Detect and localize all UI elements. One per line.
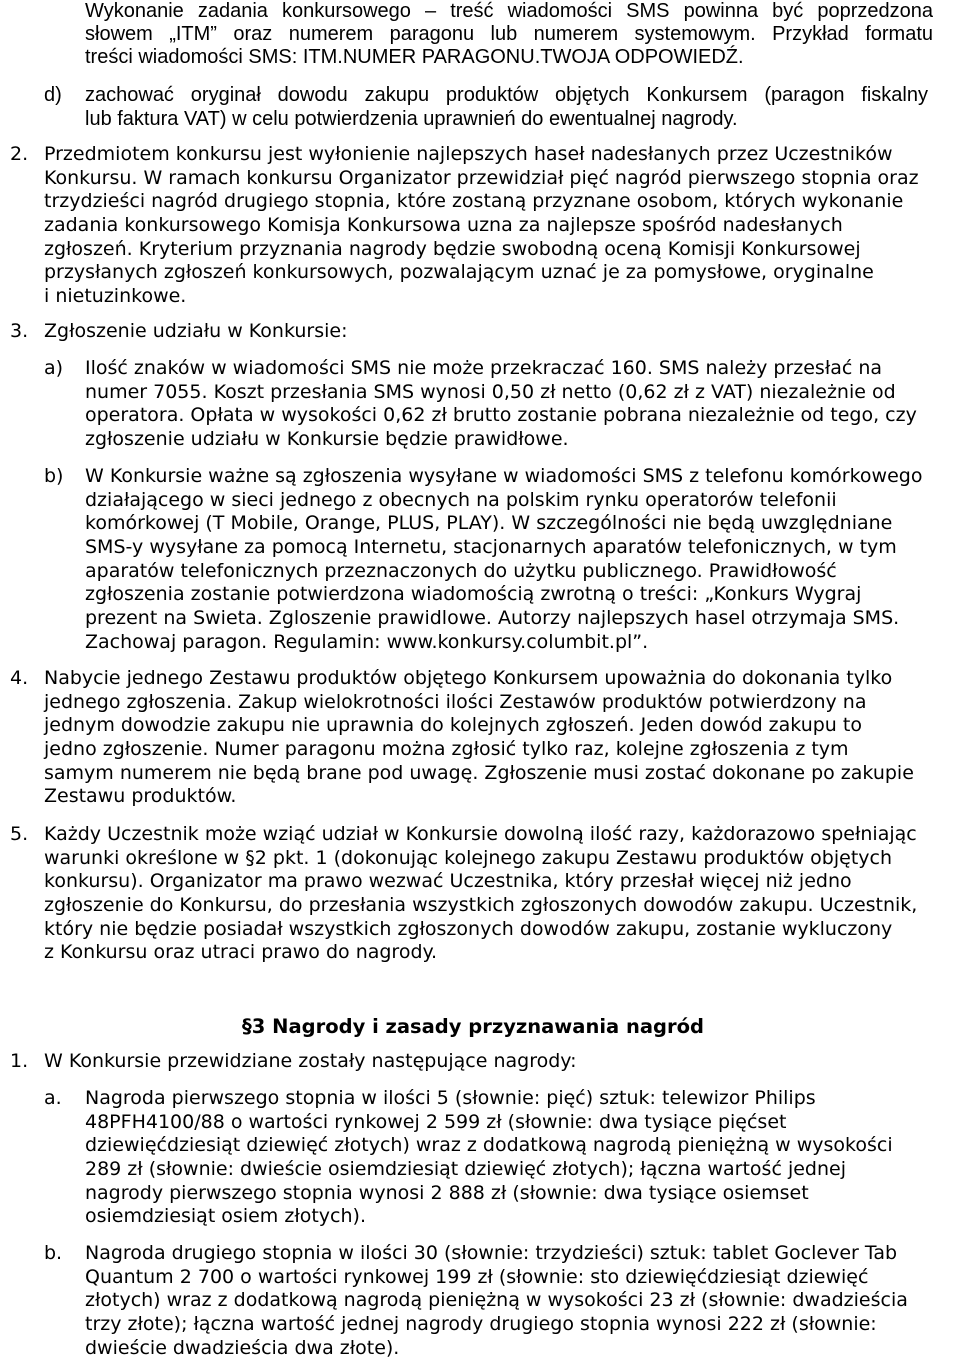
- paragraph-line: Konkursu. W ramach konkursu Organizator przewidział pięć nagród pierwszego stopnia oraz: [44, 166, 919, 189]
- paragraph: [44, 143, 919, 309]
- paragraph-line: jednym dowodzie zakupu nie uprawnia do kolejnych zgłoszeń. Jeden dowód zakupu to: [44, 714, 862, 737]
- paragraph-line: komórkowej (T Mobile, Orange, PLUS, PLAY). W szczególności nie będą uwzględniane: [85, 512, 893, 535]
- paragraph-line: jedno zgłoszenie. Numer paragonu można zgłosić tylko raz, kolejne zgłoszenia z tym: [44, 738, 849, 761]
- paragraph-line: i nietuzinkowe.: [44, 285, 187, 308]
- list-marker: 1.: [10, 1050, 29, 1072]
- list-marker: b.: [44, 1242, 63, 1264]
- list-marker: 2.: [10, 143, 29, 165]
- paragraph-line: trzydzieści nagród drugiego stopnia, które zostaną przyznane osobom, których wykonanie: [44, 190, 904, 213]
- paragraph: [44, 1050, 577, 1074]
- paragraph-line: osiemdziesiąt osiem złotych).: [85, 1205, 366, 1228]
- paragraph-line: dwieście dwadzieścia dwa złote).: [85, 1336, 400, 1359]
- paragraph-line: aparatów telefonicznych przeznaczonych do użytku publicznego. Prawidłowość: [85, 559, 837, 582]
- paragraph-line: przysłanych zgłoszeń konkursowych, pozwalającym uznać je za pomysłowe, oryginalne: [44, 261, 874, 284]
- list-marker: 5.: [10, 823, 29, 845]
- paragraph-line: 48PFH4100/88 o wartości rynkowej 2 599 zł (słownie: dwa tysiące pięćset: [85, 1110, 787, 1133]
- paragraph-line: trzy złote); łączna wartość jednej nagrody drugiego stopnia wynosi 222 zł (słownie:: [85, 1313, 877, 1336]
- paragraph: [85, 357, 917, 452]
- paragraph-line: treści wiadomości SMS: ITM.NUMER PARAGONU.TWOJA ODPOWIEDŹ.: [85, 46, 744, 68]
- paragraph-line: W Konkursie przewidziane zostały następujące nagrody:: [44, 1050, 577, 1072]
- paragraph: [85, 0, 933, 69]
- paragraph-line: zachować oryginał dowodu zakupu produktów objętych Konkursem (paragon fiskalny: [85, 84, 928, 106]
- paragraph: [44, 823, 917, 965]
- paragraph-line: dziewięćdziesiąt dziewięć złotych) wraz z dodatkową nagrodą pieniężną w wysokości: [85, 1134, 893, 1157]
- paragraph-line: warunki określone w §2 pkt. 1 (dokonując kolejnego zakupu Zestawu produktów objętych: [44, 846, 893, 869]
- item-title-text: Zgłoszenie udziału w Konkursie:: [44, 320, 348, 342]
- paragraph-line: Ilość znaków w wiadomości SMS nie może przekraczać 160. SMS należy przesłać na: [85, 357, 883, 379]
- paragraph-line: z Konkursu oraz utraci prawo do nagrody.: [44, 941, 438, 964]
- paragraph-line: Wykonanie zadania konkursowego – treść wiadomości SMS powinna być poprzedzona: [85, 0, 933, 22]
- list-marker: 4.: [10, 667, 29, 689]
- paragraph-line: Zachowaj paragon. Regulamin: www.konkursy.columbit.pl”.: [85, 630, 649, 653]
- paragraph: [85, 465, 922, 655]
- paragraph-line: Nagroda drugiego stopnia w ilości 30 (słownie: trzydzieści) sztuk: tablet Goclever Tab: [85, 1242, 898, 1264]
- paragraph-line: prezent na Swieta. Zgloszenie prawidlowe. Autorzy najlepszych hasel otrzymaja SMS.: [85, 607, 900, 630]
- paragraph-line: Przedmiotem konkursu jest wyłonienie najlepszych haseł nadesłanych przez Uczestników: [44, 143, 893, 165]
- paragraph-line: jednego zgłoszenia. Zakup wielokrotności ilości Zestawów produktów potwierdzony na: [44, 690, 867, 713]
- paragraph-line: zgłoszeń. Kryterium przyznania nagrody będzie swobodną oceną Komisji Konkursowej: [44, 237, 861, 260]
- paragraph-line: zgłoszenie udziału w Konkursie będzie prawidłowe.: [85, 428, 569, 451]
- paragraph-line: zgłoszenie do Konkursu, do przesłania wszystkich zgłoszonych dowodów zakupu. Uczestnik,: [44, 894, 918, 917]
- paragraph: [85, 1242, 908, 1360]
- paragraph-line: złotych) wraz z dodatkową nagrodą pieniężną w wysokości 23 zł (słownie: dwadzieścia: [85, 1289, 908, 1312]
- paragraph-line: Nagroda pierwszego stopnia w ilości 5 (słownie: pięć) sztuk: telewizor Philips: [85, 1087, 816, 1109]
- paragraph-line: działającego w sieci jednego z obecnych na polskim rynku operatorów telefonii: [85, 488, 837, 511]
- paragraph-line: lub faktura VAT) w celu potwierdzenia uprawnień do ewentualnej nagrody.: [85, 107, 738, 130]
- paragraph-line: Zestawu produktów.: [44, 785, 237, 808]
- list-marker: a): [44, 357, 64, 379]
- list-marker: d): [44, 84, 62, 106]
- paragraph-line: Każdy Uczestnik może wziąć udział w Konkursie dowolną ilość razy, każdorazowo spełniając: [44, 823, 917, 845]
- section-heading: §3 Nagrody i zasady przyznawania nagród: [242, 1015, 704, 1038]
- paragraph-line: nagrody pierwszego stopnia wynosi 2 888 zł (słownie: dwa tysiące osiemset: [85, 1181, 809, 1204]
- paragraph-line: słowem „ITM” oraz numerem paragonu lub numerem systemowym. Przykład formatu: [85, 23, 933, 45]
- paragraph-line: konkursu). Organizator ma prawo wezwać Uczestnika, który przesłał więcej niż jedno: [44, 870, 852, 893]
- paragraph-line: operatora. Opłata w wysokości 0,62 zł brutto zostanie pobrana niezależnie od tego, czy: [85, 404, 917, 427]
- paragraph-line: numer 7055. Koszt przesłania SMS wynosi 0,50 zł netto (0,62 zł z VAT) niezależnie od: [85, 380, 896, 403]
- paragraph: [85, 84, 928, 131]
- paragraph: [85, 1087, 893, 1229]
- list-marker: a.: [44, 1087, 62, 1109]
- paragraph-line: 289 zł (słownie: dwieście osiemdziesiąt dziewięć złotych); łączna wartość jednej: [85, 1158, 846, 1181]
- paragraph-line: samym numerem nie będą brane pod uwagę. Zgłoszenie musi zostać dokonane po zakupie: [44, 761, 914, 784]
- list-marker: b): [44, 465, 64, 487]
- paragraph-line: Quantum 2 700 o wartości rynkowej 199 zł (słownie: sto dziewięćdziesiąt dziewięć: [85, 1265, 869, 1288]
- list-marker: 3.: [10, 320, 29, 342]
- paragraph-line: Nabycie jednego Zestawu produktów objętego Konkursem upoważnia do dokonania tylko: [44, 667, 893, 689]
- paragraph-line: który nie będzie posiadał wszystkich zgłoszonych dowodów zakupu, zostanie wykluczony: [44, 917, 893, 940]
- paragraph-line: zgłoszenia zostanie potwierdzona wiadomością zwrotną o treści: „Konkurs Wygraj: [85, 583, 862, 606]
- paragraph-line: W Konkursie ważne są zgłoszenia wysyłane w wiadomości SMS z telefonu komórkowego: [85, 465, 923, 487]
- paragraph-line: zadania konkursowego Komisja Konkursowa uzna za najlepsze spośród nadesłanych: [44, 214, 843, 237]
- item-title: [44, 320, 348, 344]
- paragraph: [44, 667, 914, 809]
- paragraph-line: SMS-y wysyłane za pomocą Internetu, stacjonarnych aparatów telefonicznych, w tym: [85, 536, 897, 559]
